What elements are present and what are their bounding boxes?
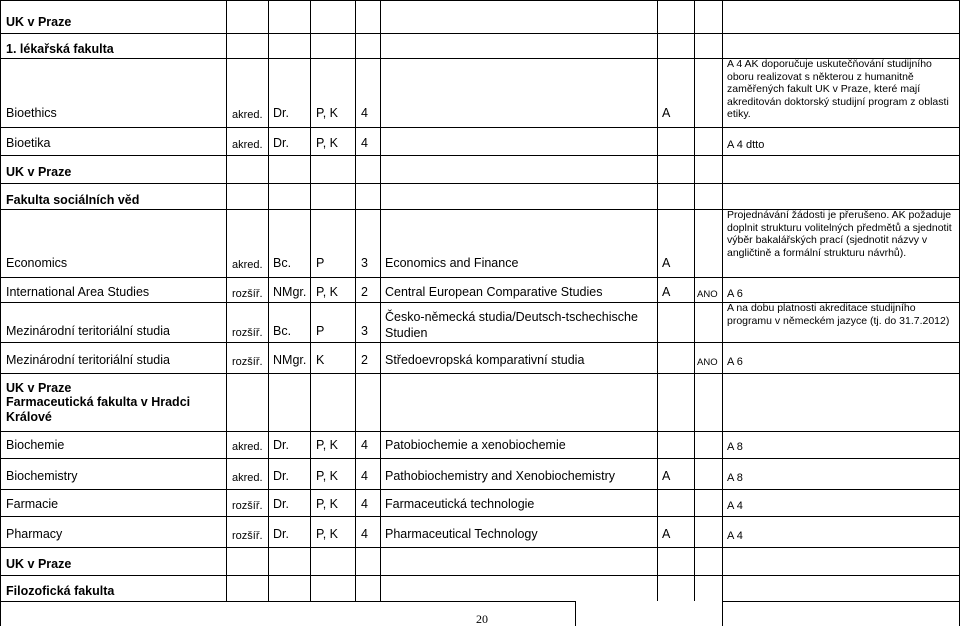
field-name: Pharmaceutical Technology: [385, 527, 538, 541]
university-heading: UK v Praze: [6, 165, 72, 179]
study-form: P, K: [316, 136, 339, 150]
study-form: P, K: [316, 497, 339, 511]
program-name: Biochemistry: [6, 469, 78, 483]
accreditation-type: akred.: [232, 139, 263, 151]
university-heading: UK v Praze: [6, 557, 72, 571]
university-heading: UK v Praze: [6, 381, 72, 395]
accreditation-type: akred.: [232, 109, 263, 121]
commission-note: A 4: [727, 500, 743, 512]
faculty-heading: Filozofická fakulta: [6, 584, 115, 598]
commission-note: Projednávání žádosti je přerušeno. AK požaduje doplnit strukturu volitelných předmětů a sjednotit výběr bakalářských prací (sjednotit názvy v angličtině a formální strukturu návrhů).: [727, 209, 952, 259]
study-level: Dr.: [273, 106, 289, 120]
accreditation-type: rozšíř.: [232, 356, 263, 368]
commission-note: A 8: [727, 472, 743, 484]
study-form: P, K: [316, 285, 339, 299]
accreditation-type: akred.: [232, 472, 263, 484]
study-level: Dr.: [273, 469, 289, 483]
accreditation-type: rozšíř.: [232, 288, 263, 300]
program-name: Mezinárodní teritoriální studia: [6, 324, 170, 338]
study-years: 3: [361, 256, 368, 270]
field-name: Pathobiochemistry and Xenobiochemistry: [385, 469, 615, 483]
accreditation-type: rozšíř.: [232, 327, 263, 339]
commission-note: A 4 AK doporučuje uskutečňování studijního oboru realizovat s některou z humanitně zaměřených fakult UK v Praze, které mají akreditován doktorský studijní program z oblasti etiky.: [727, 58, 949, 120]
accreditation-type: rozšíř.: [232, 530, 263, 542]
field-name: Středoevropská komparativní studia: [385, 353, 585, 367]
study-form: P: [316, 324, 325, 338]
program-name: Bioethics: [6, 106, 57, 120]
study-form: P: [316, 256, 325, 270]
study-years: 4: [361, 469, 368, 483]
program-name: Bioetika: [6, 136, 51, 150]
study-form: P, K: [316, 438, 339, 452]
study-level: Dr.: [273, 527, 289, 541]
commission-note: A 6: [727, 356, 743, 368]
commission-note: A 4: [727, 530, 743, 542]
field-name: Central European Comparative Studies: [385, 285, 603, 299]
study-level: NMgr.: [273, 353, 307, 367]
accreditation-type: akred.: [232, 259, 263, 271]
program-name: International Area Studies: [6, 285, 150, 299]
field-name: Česko-německá studia/Deutsch-tschechische Studien: [385, 310, 638, 340]
study-level: Dr.: [273, 136, 289, 150]
study-form: P, K: [316, 527, 339, 541]
language-code: A: [662, 106, 671, 120]
commission-note: A 8: [727, 441, 743, 453]
field-name: Economics and Finance: [385, 256, 519, 270]
study-years: 2: [361, 353, 368, 367]
language-code: A: [662, 527, 671, 541]
faculty-heading: Farmaceutická fakulta v Hradci Králové: [6, 395, 191, 424]
study-years: 4: [361, 527, 368, 541]
study-level: NMgr.: [273, 285, 307, 299]
language-code: A: [662, 256, 671, 270]
study-level: Dr.: [273, 438, 289, 452]
field-name: Patobiochemie a xenobiochemie: [385, 438, 566, 452]
accreditation-type: rozšíř.: [232, 500, 263, 512]
commission-note: A na dobu platnosti akreditace studijního programu v německém jazyce (tj. do 31.7.2012): [727, 302, 950, 327]
program-name: Pharmacy: [6, 527, 63, 541]
study-years: 4: [361, 438, 368, 452]
study-level: Dr.: [273, 497, 289, 511]
program-name: Mezinárodní teritoriální studia: [6, 353, 170, 367]
language-code: A: [662, 469, 671, 483]
study-years: 2: [361, 285, 368, 299]
program-name: Biochemie: [6, 438, 65, 452]
accreditation-type: akred.: [232, 441, 263, 453]
study-form: K: [316, 353, 325, 367]
page-number: 20: [476, 612, 488, 626]
study-years: 4: [361, 106, 368, 120]
study-form: P, K: [316, 106, 339, 120]
study-years: 4: [361, 136, 368, 150]
program-name: Farmacie: [6, 497, 59, 511]
faculty-heading: 1. lékařská fakulta: [6, 42, 114, 56]
ano-flag: ANO: [697, 357, 718, 368]
field-name: Farmaceutická technologie: [385, 497, 535, 511]
study-level: Bc.: [273, 324, 292, 338]
language-code: A: [662, 285, 671, 299]
program-name: Economics: [6, 256, 68, 270]
faculty-heading: Fakulta sociálních věd: [6, 193, 140, 207]
university-heading: UK v Praze: [6, 15, 72, 29]
study-level: Bc.: [273, 256, 292, 270]
study-years: 4: [361, 497, 368, 511]
commission-note: A 6: [727, 288, 743, 300]
study-years: 3: [361, 324, 368, 338]
commission-note: A 4 dtto: [727, 139, 765, 151]
study-form: P, K: [316, 469, 339, 483]
ano-flag: ANO: [697, 289, 718, 300]
